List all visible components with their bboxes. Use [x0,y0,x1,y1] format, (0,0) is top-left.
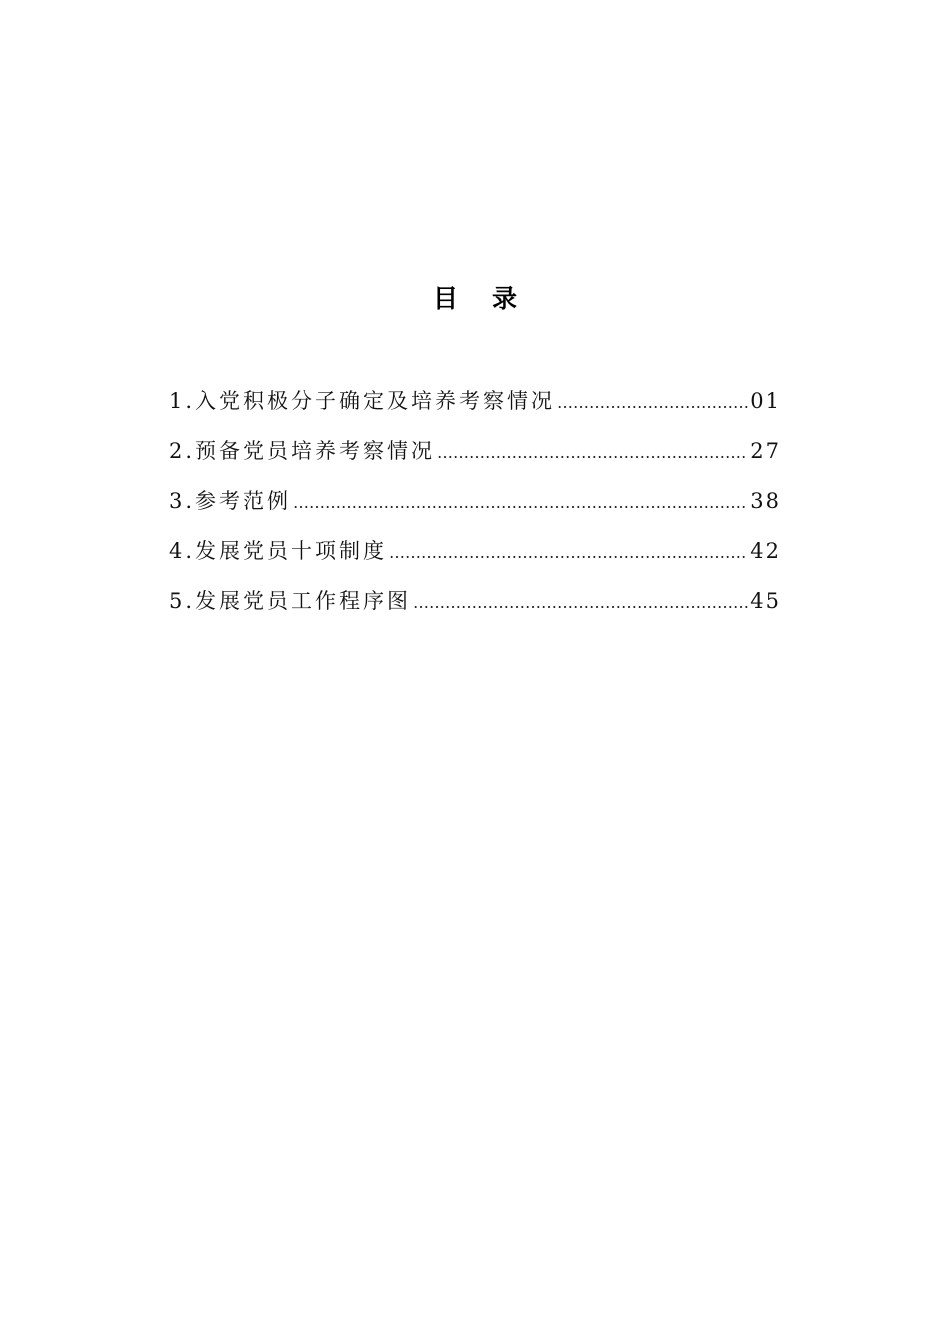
toc-entry-label: 2.预备党员培养考察情况 [169,439,436,463]
toc-entry [169,434,781,484]
toc-entry [169,534,781,584]
page-title: 目录 [432,284,551,313]
toc-entry-label: 4.发展党员十项制度 [169,539,388,563]
dot-leader [413,586,748,620]
table-of-contents [169,384,781,634]
toc-entry [169,584,781,634]
toc-entry-page: 45 [750,589,781,613]
toc-entry-label: 5.发展党员工作程序图 [169,589,412,613]
toc-entry-page: 38 [750,489,781,513]
toc-entry-label: 3.参考范例 [169,489,292,513]
toc-entry-label: 1.入党积极分子确定及培养考察情况 [169,389,556,413]
toc-entry-page: 27 [750,439,781,463]
dot-leader [557,386,748,420]
dot-leader [389,536,748,570]
toc-entry [169,484,781,534]
toc-entry-page: 01 [750,389,781,413]
toc-entry-page: 42 [750,539,781,563]
toc-entry [169,384,781,434]
dot-leader [293,486,748,520]
dot-leader [437,436,748,470]
